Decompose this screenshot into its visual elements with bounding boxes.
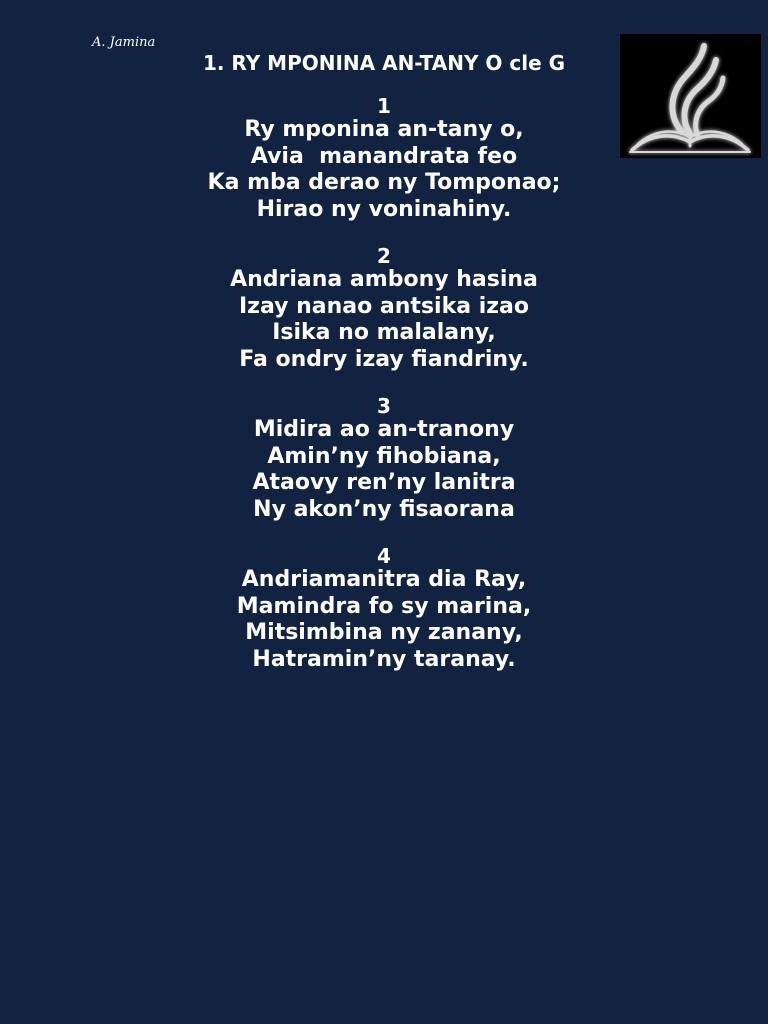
- stanza-number: 2: [377, 244, 391, 268]
- verse-line: Hirao ny voninahiny.: [256, 196, 512, 222]
- hymn-text: [0, 52, 768, 697]
- verse-line: Andriana ambony hasina: [230, 267, 538, 292]
- verse-line: Ka mba derao ny Tomponao;: [207, 170, 561, 195]
- verse-line: Ny akon’ny fisaorana: [253, 496, 515, 522]
- hymn-title: 1. RY MPONINA AN-TANY O cle G: [202, 51, 566, 75]
- stanza: [0, 394, 768, 523]
- stanza: [0, 244, 768, 373]
- stanza-number: 1: [377, 94, 391, 118]
- verse-line: Ry mponina an-tany o,: [244, 117, 524, 142]
- verse-line: Ataovy ren’ny lanitra: [252, 470, 516, 495]
- verse-line: Amin’ny fihobiana,: [267, 443, 501, 469]
- verse-line: Midira ao an-tranony: [253, 417, 515, 442]
- verse-line: Hatramin’ny taranay.: [252, 646, 516, 672]
- author-name: A. Jamina: [92, 35, 156, 50]
- verse-line: Izay nanao antsika izao: [238, 293, 530, 319]
- verse-line: Avia manandrata feo: [250, 143, 518, 169]
- stanza: [0, 94, 768, 223]
- verse-line: Andriamanitra dia Ray,: [241, 567, 527, 592]
- verse-line: Mamindra fo sy marina,: [236, 593, 532, 619]
- verse-line: Isika no malalany,: [272, 320, 496, 345]
- stanza-number: 4: [377, 544, 391, 568]
- verse-line: Mitsimbina ny zanany,: [245, 620, 523, 645]
- stanza-number: 3: [377, 394, 391, 418]
- verse-line: Fa ondry izay fiandriny.: [239, 346, 529, 372]
- stanza: [0, 544, 768, 673]
